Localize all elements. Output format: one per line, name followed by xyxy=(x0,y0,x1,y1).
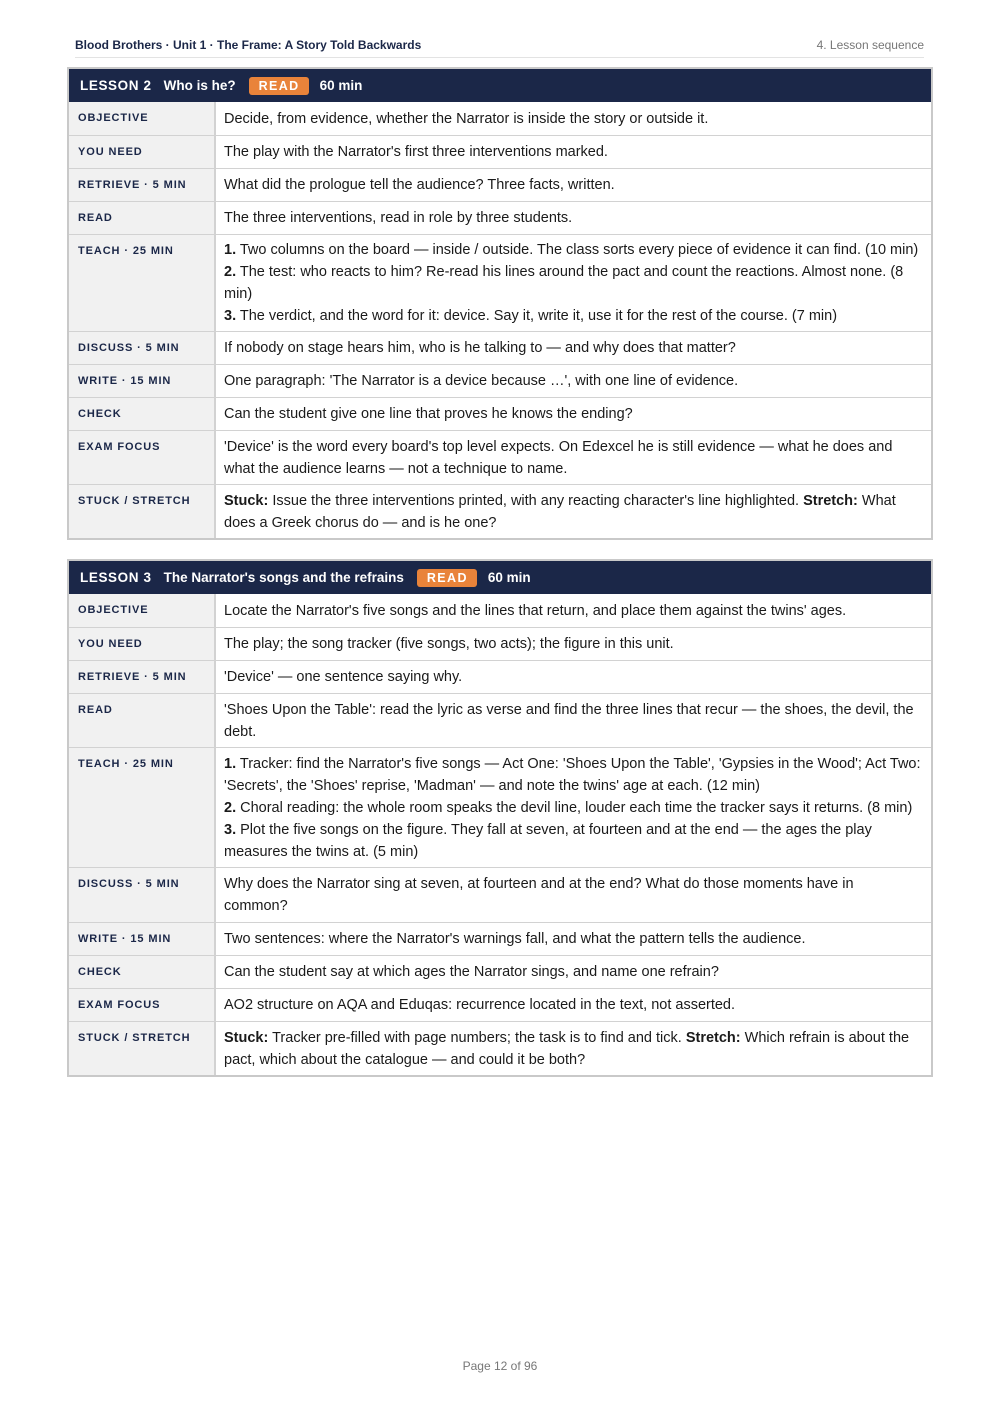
lesson-card xyxy=(67,559,933,1077)
row-content xyxy=(216,748,931,867)
row-label: WRITE · 15 MIN xyxy=(69,365,216,397)
row-label: EXAM FOCUS xyxy=(69,431,216,484)
stretch-label: Stretch: xyxy=(803,492,858,509)
row-content: The play with the Narrator's first three interventions marked. xyxy=(224,144,608,160)
lesson-duration: 60 min xyxy=(487,570,531,585)
row-label: EXAM FOCUS xyxy=(69,989,216,1021)
row-label: READ xyxy=(69,694,216,747)
row-content: One paragraph: 'The Narrator is a device because …', with one line of evidence. xyxy=(224,373,739,389)
step-number: 1. xyxy=(224,242,237,258)
teach-step xyxy=(224,239,921,261)
stuck-text: Issue the three interventions printed, with any reacting character's line highlighted. xyxy=(272,492,800,509)
objective-row xyxy=(69,594,931,627)
lesson-type-badge: READ xyxy=(249,77,309,95)
lesson-rows xyxy=(69,102,931,538)
row-label: CHECK xyxy=(69,398,216,430)
row-content: 'Device' — one sentence saying why. xyxy=(224,669,463,685)
stuck-stretch-text xyxy=(224,490,921,534)
stuck-stretch-text xyxy=(224,1027,921,1071)
row-content: Can the student say at which ages the Narrator sings, and name one refrain? xyxy=(224,964,719,980)
stuck-label: Stuck: xyxy=(224,1029,269,1046)
teach-step xyxy=(224,797,921,819)
row-label: RETRIEVE · 5 MIN xyxy=(69,169,216,201)
row-label: STUCK / STRETCH xyxy=(69,1022,216,1075)
step-number: 3. xyxy=(224,308,237,324)
row-label: YOU NEED xyxy=(69,628,216,660)
stuck-stretch-row xyxy=(69,484,931,538)
write-row xyxy=(69,364,931,397)
row-label: TEACH · 25 MIN xyxy=(69,748,216,867)
teach-row xyxy=(69,234,931,331)
step-number: 1. xyxy=(224,755,237,772)
row-content: What did the prologue tell the audience? Three facts, written. xyxy=(224,177,615,193)
stuck-text: Tracker pre-filled with page numbers; the task is to find and tick. xyxy=(272,1029,682,1046)
row-content xyxy=(216,235,931,331)
lesson-rows xyxy=(69,594,931,1075)
step-number: 3. xyxy=(224,821,237,838)
row-content: Why does the Narrator sing at seven, at fourteen and at the end? What do those moments have in common? xyxy=(224,876,854,914)
discuss-row xyxy=(69,331,931,364)
teach-step xyxy=(224,261,921,305)
section-title: 4. Lesson sequence xyxy=(816,38,924,52)
row-label: OBJECTIVE xyxy=(69,102,216,135)
teach-step xyxy=(224,305,921,327)
row-content: The three interventions, read in role by three students. xyxy=(224,210,573,226)
step-text: Choral reading: the whole room speaks the devil line, louder each time the tracker says it returns. (8 min) xyxy=(240,799,913,816)
row-label: OBJECTIVE xyxy=(69,594,216,627)
step-text: The test: who reacts to him? Re-read his lines around the pact and count the reactions. Almost none. (8 min) xyxy=(224,264,904,302)
step-text: Two columns on the board — inside / outside. The class sorts every piece of evidence it can find. (10 min) xyxy=(239,242,919,258)
page-number: Page 12 of 96 xyxy=(462,1359,538,1373)
discuss-row xyxy=(69,867,931,922)
row-label: YOU NEED xyxy=(69,136,216,168)
row-content xyxy=(216,485,931,538)
lesson-duration: 60 min xyxy=(319,78,363,93)
step-number: 2. xyxy=(224,264,237,280)
row-label: READ xyxy=(69,202,216,234)
teach-step xyxy=(224,819,921,863)
exam-focus-row xyxy=(69,430,931,484)
check-row xyxy=(69,955,931,988)
lesson-title: Who is he? xyxy=(163,78,236,93)
row-label: CHECK xyxy=(69,956,216,988)
row-content: AO2 structure on AQA and Eduqas: recurrence located in the text, not asserted. xyxy=(224,997,736,1013)
row-content: Two sentences: where the Narrator's warnings fall, and what the pattern tells the audience. xyxy=(224,931,806,947)
step-text: Plot the five songs on the figure. They fall at seven, at fourteen and at the end — the ages the play measures the twins at. (5 min) xyxy=(224,821,872,860)
step-text: Tracker: find the Narrator's five songs — Act One: 'Shoes Upon the Table', 'Gypsies in the Wood'; Act Two: 'Secrets', the 'Shoes' reprise, 'Madman' — and note the twins' age at each. (12 min) xyxy=(224,755,921,794)
stretch-text: What does a Greek chorus do — and is he one? xyxy=(224,492,896,531)
lesson-header xyxy=(69,561,931,594)
stretch-text: Which refrain is about the pact, which about the catalogue — and could it be both? xyxy=(224,1029,910,1068)
row-content: 'Device' is the word every board's top level expects. On Edexcel he is still evidence — what he does and what the audience learns — not a technique to name. xyxy=(224,438,893,477)
stuck-stretch-row xyxy=(69,1021,931,1075)
lesson-title: The Narrator's songs and the refrains xyxy=(163,570,404,585)
lesson-type-badge: READ xyxy=(417,569,477,587)
lesson-header xyxy=(69,69,931,102)
step-text: The verdict, and the word for it: device. Say it, write it, use it for the rest of the course. (7 min) xyxy=(239,308,838,324)
step-number: 2. xyxy=(224,799,237,816)
row-label: DISCUSS · 5 MIN xyxy=(69,332,216,364)
check-row xyxy=(69,397,931,430)
row-content: Decide, from evidence, whether the Narrator is inside the story or outside it. xyxy=(224,110,709,127)
you-need-row xyxy=(69,135,931,168)
write-row xyxy=(69,922,931,955)
you-need-row xyxy=(69,627,931,660)
lesson-number: LESSON 3 xyxy=(80,570,152,585)
stretch-label: Stretch: xyxy=(685,1029,741,1046)
teach-step xyxy=(224,753,921,797)
row-content: Locate the Narrator's five songs and the lines that return, and place them against the twins' ages. xyxy=(224,602,847,619)
row-content: Can the student give one line that proves he knows the ending? xyxy=(224,406,633,422)
row-content: If nobody on stage hears him, who is he talking to — and why does that matter? xyxy=(224,340,736,356)
teach-row xyxy=(69,747,931,867)
objective-row xyxy=(69,102,931,135)
row-label: WRITE · 15 MIN xyxy=(69,923,216,955)
read-row xyxy=(69,201,931,234)
row-label: STUCK / STRETCH xyxy=(69,485,216,538)
read-row xyxy=(69,693,931,747)
running-header xyxy=(75,38,924,58)
stuck-label: Stuck: xyxy=(224,492,269,509)
document-title: Blood Brothers · Unit 1 · The Frame: A Story Told Backwards xyxy=(75,38,422,52)
lesson-card xyxy=(67,67,933,540)
retrieve-row xyxy=(69,660,931,693)
row-content: 'Shoes Upon the Table': read the lyric as verse and find the three lines that recur — the shoes, the devil, the debt. xyxy=(224,701,914,740)
lesson-number: LESSON 2 xyxy=(80,78,152,93)
row-label: TEACH · 25 MIN xyxy=(69,235,216,331)
row-label: RETRIEVE · 5 MIN xyxy=(69,661,216,693)
row-content xyxy=(216,1022,931,1075)
row-label: DISCUSS · 5 MIN xyxy=(69,868,216,922)
row-content: The play; the song tracker (five songs, two acts); the figure in this unit. xyxy=(224,636,674,652)
exam-focus-row xyxy=(69,988,931,1021)
retrieve-row xyxy=(69,168,931,201)
